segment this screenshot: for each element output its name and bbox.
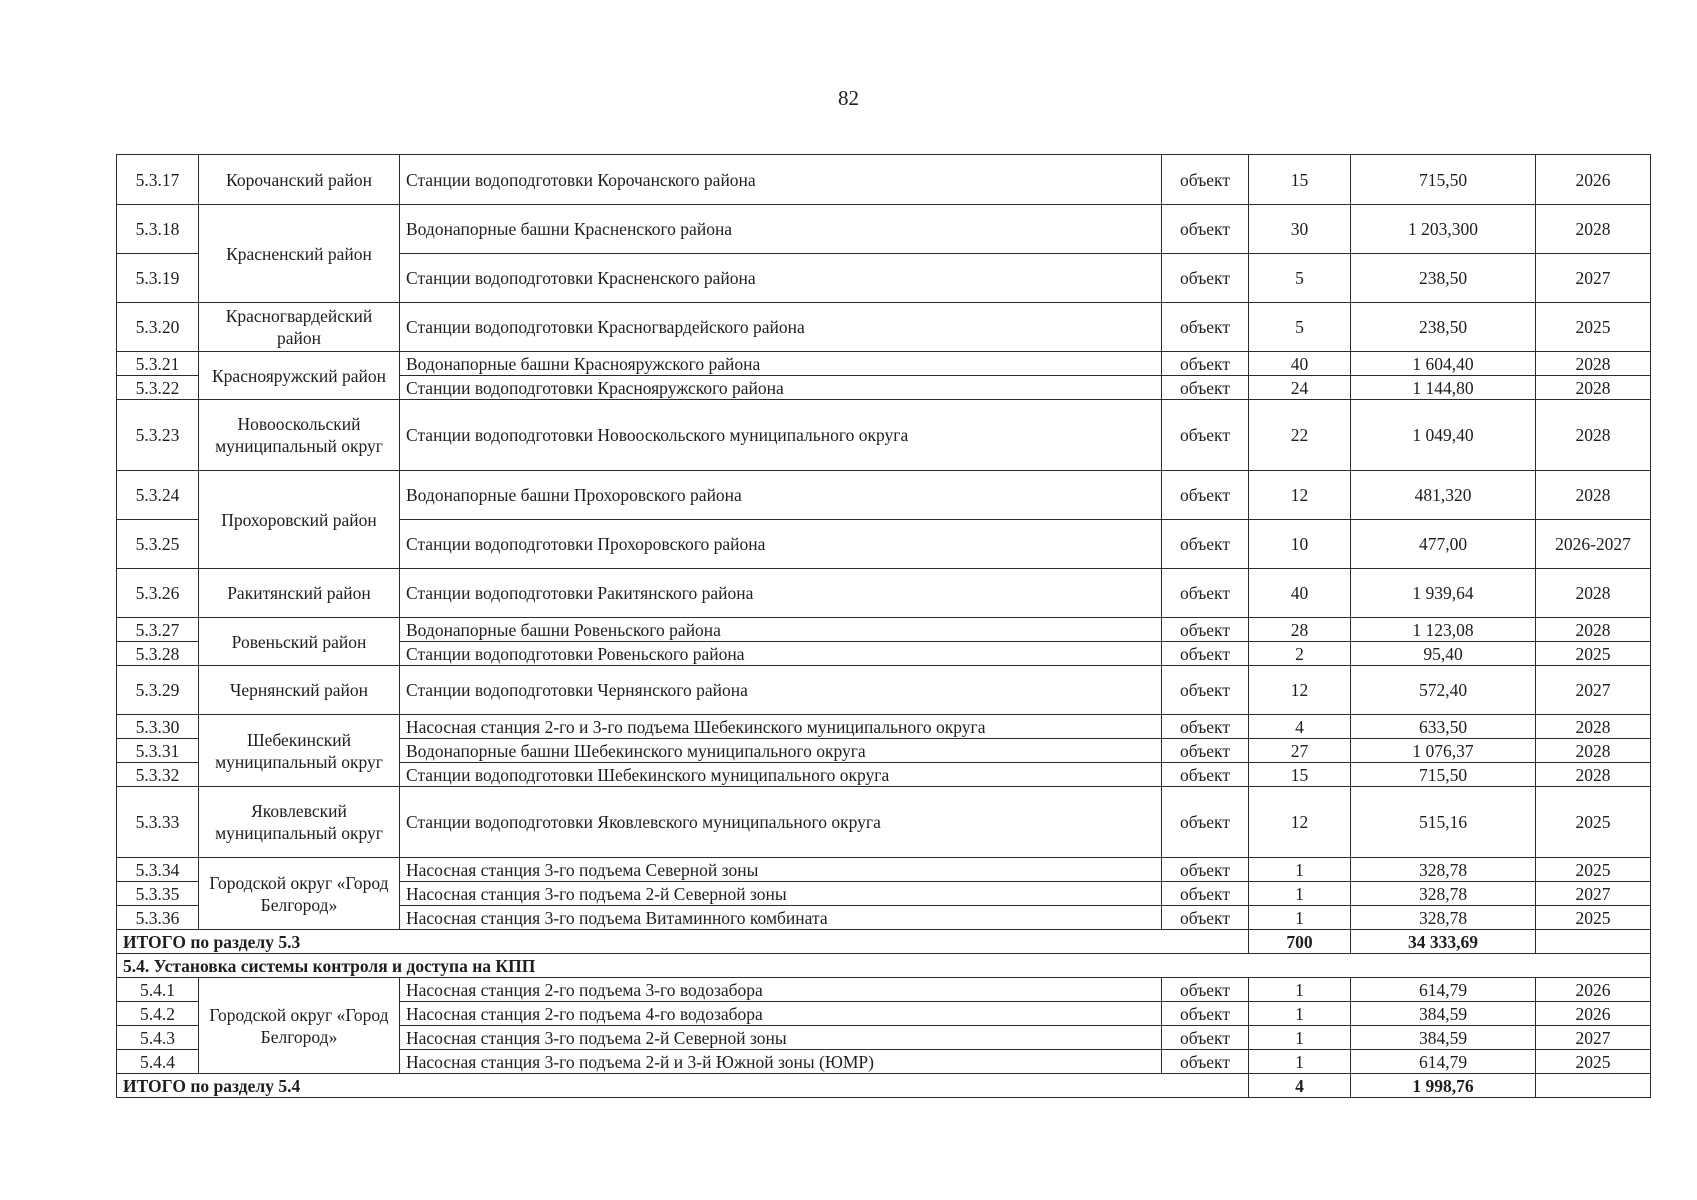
unit-cell: объект (1162, 569, 1249, 618)
total-label: ИТОГО по разделу 5.3 (117, 930, 1249, 954)
year-cell: 2028 (1536, 471, 1651, 520)
row-number: 5.3.28 (117, 642, 199, 666)
unit-cell: объект (1162, 520, 1249, 569)
district-cell: Корочанский район (199, 155, 400, 205)
year-cell: 2026 (1536, 155, 1651, 205)
cost-cell: 1 123,08 (1351, 618, 1536, 642)
district-cell: Ракитянский район (199, 569, 400, 618)
quantity-cell: 15 (1249, 155, 1351, 205)
cost-cell: 1 049,40 (1351, 400, 1536, 471)
total-year-empty (1536, 1074, 1651, 1098)
year-cell: 2027 (1536, 882, 1651, 906)
year-cell: 2025 (1536, 1050, 1651, 1074)
table-row (117, 155, 1651, 205)
object-name: Насосная станция 3-го подъема 2-й Северной зоны (400, 1026, 1162, 1050)
object-name: Водонапорные башни Прохоровского района (400, 471, 1162, 520)
quantity-cell: 4 (1249, 715, 1351, 739)
unit-cell: объект (1162, 205, 1249, 254)
quantity-cell: 5 (1249, 303, 1351, 352)
cost-cell: 614,79 (1351, 1050, 1536, 1074)
object-name: Водонапорные башни Красненского района (400, 205, 1162, 254)
quantity-cell: 1 (1249, 906, 1351, 930)
quantity-cell: 30 (1249, 205, 1351, 254)
year-cell: 2025 (1536, 642, 1651, 666)
year-cell: 2026-2027 (1536, 520, 1651, 569)
row-number: 5.3.34 (117, 858, 199, 882)
object-name: Насосная станция 3-го подъема 2-й и 3-й Южной зоны (ЮМР) (400, 1050, 1162, 1074)
object-name: Водонапорные башни Шебекинского муниципального округа (400, 739, 1162, 763)
district-cell: Новооскольский муниципальный округ (199, 400, 400, 471)
table-row (117, 471, 1651, 520)
district-cell: Яковлевский муниципальный округ (199, 787, 400, 858)
quantity-cell: 1 (1249, 858, 1351, 882)
quantity-cell: 2 (1249, 642, 1351, 666)
quantity-cell: 1 (1249, 1026, 1351, 1050)
row-number: 5.3.23 (117, 400, 199, 471)
quantity-cell: 1 (1249, 1002, 1351, 1026)
cost-cell: 328,78 (1351, 906, 1536, 930)
table-row (117, 978, 1651, 1002)
object-name: Станции водоподготовки Прохоровского района (400, 520, 1162, 569)
row-number: 5.3.24 (117, 471, 199, 520)
quantity-cell: 5 (1249, 254, 1351, 303)
cost-cell: 384,59 (1351, 1002, 1536, 1026)
quantity-cell: 15 (1249, 763, 1351, 787)
unit-cell: объект (1162, 376, 1249, 400)
object-name: Станции водоподготовки Корочанского района (400, 155, 1162, 205)
unit-cell: объект (1162, 618, 1249, 642)
year-cell: 2028 (1536, 739, 1651, 763)
cost-cell: 328,78 (1351, 882, 1536, 906)
object-name: Станции водоподготовки Шебекинского муниципального округа (400, 763, 1162, 787)
row-number: 5.3.33 (117, 787, 199, 858)
object-name: Насосная станция 3-го подъема 2-й Северной зоны (400, 882, 1162, 906)
cost-cell: 1 076,37 (1351, 739, 1536, 763)
works-table (116, 154, 1651, 1098)
unit-cell: объект (1162, 642, 1249, 666)
row-number: 5.3.31 (117, 739, 199, 763)
unit-cell: объект (1162, 303, 1249, 352)
unit-cell: объект (1162, 471, 1249, 520)
section-heading-row (117, 954, 1651, 978)
district-cell: Ровеньский район (199, 618, 400, 666)
table-row (117, 303, 1651, 352)
unit-cell: объект (1162, 882, 1249, 906)
district-cell: Шебекинский муниципальный округ (199, 715, 400, 787)
quantity-cell: 24 (1249, 376, 1351, 400)
row-number: 5.3.21 (117, 352, 199, 376)
row-number: 5.3.22 (117, 376, 199, 400)
cost-cell: 1 604,40 (1351, 352, 1536, 376)
object-name: Станции водоподготовки Ракитянского района (400, 569, 1162, 618)
table-row (117, 569, 1651, 618)
district-cell: Прохоровский район (199, 471, 400, 569)
cost-cell: 481,320 (1351, 471, 1536, 520)
object-name: Станции водоподготовки Красненского района (400, 254, 1162, 303)
cost-cell: 1 939,64 (1351, 569, 1536, 618)
unit-cell: объект (1162, 715, 1249, 739)
cost-cell: 1 203,300 (1351, 205, 1536, 254)
cost-cell: 715,50 (1351, 155, 1536, 205)
district-cell: Чернянский район (199, 666, 400, 715)
table-row (117, 666, 1651, 715)
quantity-cell: 12 (1249, 666, 1351, 715)
cost-cell: 328,78 (1351, 858, 1536, 882)
page-number: 82 (838, 86, 859, 110)
year-cell: 2028 (1536, 618, 1651, 642)
district-cell: Городской округ «Город Белгород» (199, 978, 400, 1074)
table-row (117, 400, 1651, 471)
year-cell: 2028 (1536, 763, 1651, 787)
object-name: Насосная станция 2-го подъема 3-го водозабора (400, 978, 1162, 1002)
cost-cell: 572,40 (1351, 666, 1536, 715)
object-name: Насосная станция 3-го подъема Витаминного комбината (400, 906, 1162, 930)
unit-cell: объект (1162, 254, 1249, 303)
district-cell: Краснояружский район (199, 352, 400, 400)
quantity-cell: 10 (1249, 520, 1351, 569)
quantity-cell: 40 (1249, 569, 1351, 618)
total-quantity: 700 (1249, 930, 1351, 954)
total-quantity: 4 (1249, 1074, 1351, 1098)
year-cell: 2027 (1536, 1026, 1651, 1050)
row-number: 5.3.30 (117, 715, 199, 739)
district-cell: Красненский район (199, 205, 400, 303)
object-name: Станции водоподготовки Ровеньского района (400, 642, 1162, 666)
row-number: 5.4.4 (117, 1050, 199, 1074)
cost-cell: 633,50 (1351, 715, 1536, 739)
year-cell: 2027 (1536, 666, 1651, 715)
district-cell: Городской округ «Город Белгород» (199, 858, 400, 930)
object-name: Водонапорные башни Ровеньского района (400, 618, 1162, 642)
year-cell: 2025 (1536, 303, 1651, 352)
year-cell: 2028 (1536, 376, 1651, 400)
year-cell: 2025 (1536, 858, 1651, 882)
unit-cell: объект (1162, 352, 1249, 376)
quantity-cell: 1 (1249, 978, 1351, 1002)
quantity-cell: 1 (1249, 1050, 1351, 1074)
section-total-row (117, 1074, 1651, 1098)
table-row (117, 205, 1651, 254)
object-name: Станции водоподготовки Красногвардейского района (400, 303, 1162, 352)
section-total-row (117, 930, 1651, 954)
quantity-cell: 28 (1249, 618, 1351, 642)
unit-cell: объект (1162, 1026, 1249, 1050)
year-cell: 2028 (1536, 352, 1651, 376)
unit-cell: объект (1162, 400, 1249, 471)
year-cell: 2027 (1536, 254, 1651, 303)
quantity-cell: 1 (1249, 882, 1351, 906)
unit-cell: объект (1162, 906, 1249, 930)
cost-cell: 384,59 (1351, 1026, 1536, 1050)
cost-cell: 238,50 (1351, 254, 1536, 303)
district-cell: Красногвардейский район (199, 303, 400, 352)
total-label: ИТОГО по разделу 5.4 (117, 1074, 1249, 1098)
year-cell: 2025 (1536, 906, 1651, 930)
table-row (117, 618, 1651, 642)
table-row (117, 787, 1651, 858)
row-number: 5.3.32 (117, 763, 199, 787)
year-cell: 2028 (1536, 205, 1651, 254)
quantity-cell: 22 (1249, 400, 1351, 471)
row-number: 5.3.27 (117, 618, 199, 642)
row-number: 5.3.18 (117, 205, 199, 254)
row-number: 5.3.29 (117, 666, 199, 715)
cost-cell: 1 144,80 (1351, 376, 1536, 400)
row-number: 5.3.26 (117, 569, 199, 618)
unit-cell: объект (1162, 787, 1249, 858)
object-name: Насосная станция 3-го подъема Северной зоны (400, 858, 1162, 882)
cost-cell: 715,50 (1351, 763, 1536, 787)
unit-cell: объект (1162, 1050, 1249, 1074)
object-name: Насосная станция 2-го подъема 4-го водозабора (400, 1002, 1162, 1026)
row-number: 5.3.17 (117, 155, 199, 205)
row-number: 5.3.19 (117, 254, 199, 303)
table-row (117, 858, 1651, 882)
unit-cell: объект (1162, 739, 1249, 763)
unit-cell: объект (1162, 666, 1249, 715)
row-number: 5.3.35 (117, 882, 199, 906)
unit-cell: объект (1162, 1002, 1249, 1026)
row-number: 5.4.3 (117, 1026, 199, 1050)
year-cell: 2025 (1536, 787, 1651, 858)
unit-cell: объект (1162, 763, 1249, 787)
object-name: Насосная станция 2-го и 3-го подъема Шебекинского муниципального округа (400, 715, 1162, 739)
total-year-empty (1536, 930, 1651, 954)
object-name: Станции водоподготовки Новооскольского муниципального округа (400, 400, 1162, 471)
year-cell: 2028 (1536, 569, 1651, 618)
row-number: 5.3.25 (117, 520, 199, 569)
year-cell: 2028 (1536, 715, 1651, 739)
quantity-cell: 12 (1249, 787, 1351, 858)
total-cost: 34 333,69 (1351, 930, 1536, 954)
year-cell: 2026 (1536, 978, 1651, 1002)
object-name: Станции водоподготовки Чернянского района (400, 666, 1162, 715)
quantity-cell: 27 (1249, 739, 1351, 763)
object-name: Водонапорные башни Краснояружского района (400, 352, 1162, 376)
row-number: 5.4.1 (117, 978, 199, 1002)
cost-cell: 238,50 (1351, 303, 1536, 352)
cost-cell: 614,79 (1351, 978, 1536, 1002)
row-number: 5.3.20 (117, 303, 199, 352)
quantity-cell: 40 (1249, 352, 1351, 376)
quantity-cell: 12 (1249, 471, 1351, 520)
object-name: Станции водоподготовки Краснояружского района (400, 376, 1162, 400)
cost-cell: 477,00 (1351, 520, 1536, 569)
year-cell: 2026 (1536, 1002, 1651, 1026)
section-title: 5.4. Установка системы контроля и доступа на КПП (117, 954, 1651, 978)
unit-cell: объект (1162, 978, 1249, 1002)
unit-cell: объект (1162, 155, 1249, 205)
total-cost: 1 998,76 (1351, 1074, 1536, 1098)
year-cell: 2028 (1536, 400, 1651, 471)
row-number: 5.3.36 (117, 906, 199, 930)
object-name: Станции водоподготовки Яковлевского муниципального округа (400, 787, 1162, 858)
unit-cell: объект (1162, 858, 1249, 882)
cost-cell: 515,16 (1351, 787, 1536, 858)
cost-cell: 95,40 (1351, 642, 1536, 666)
table-row (117, 715, 1651, 739)
table-row (117, 352, 1651, 376)
row-number: 5.4.2 (117, 1002, 199, 1026)
